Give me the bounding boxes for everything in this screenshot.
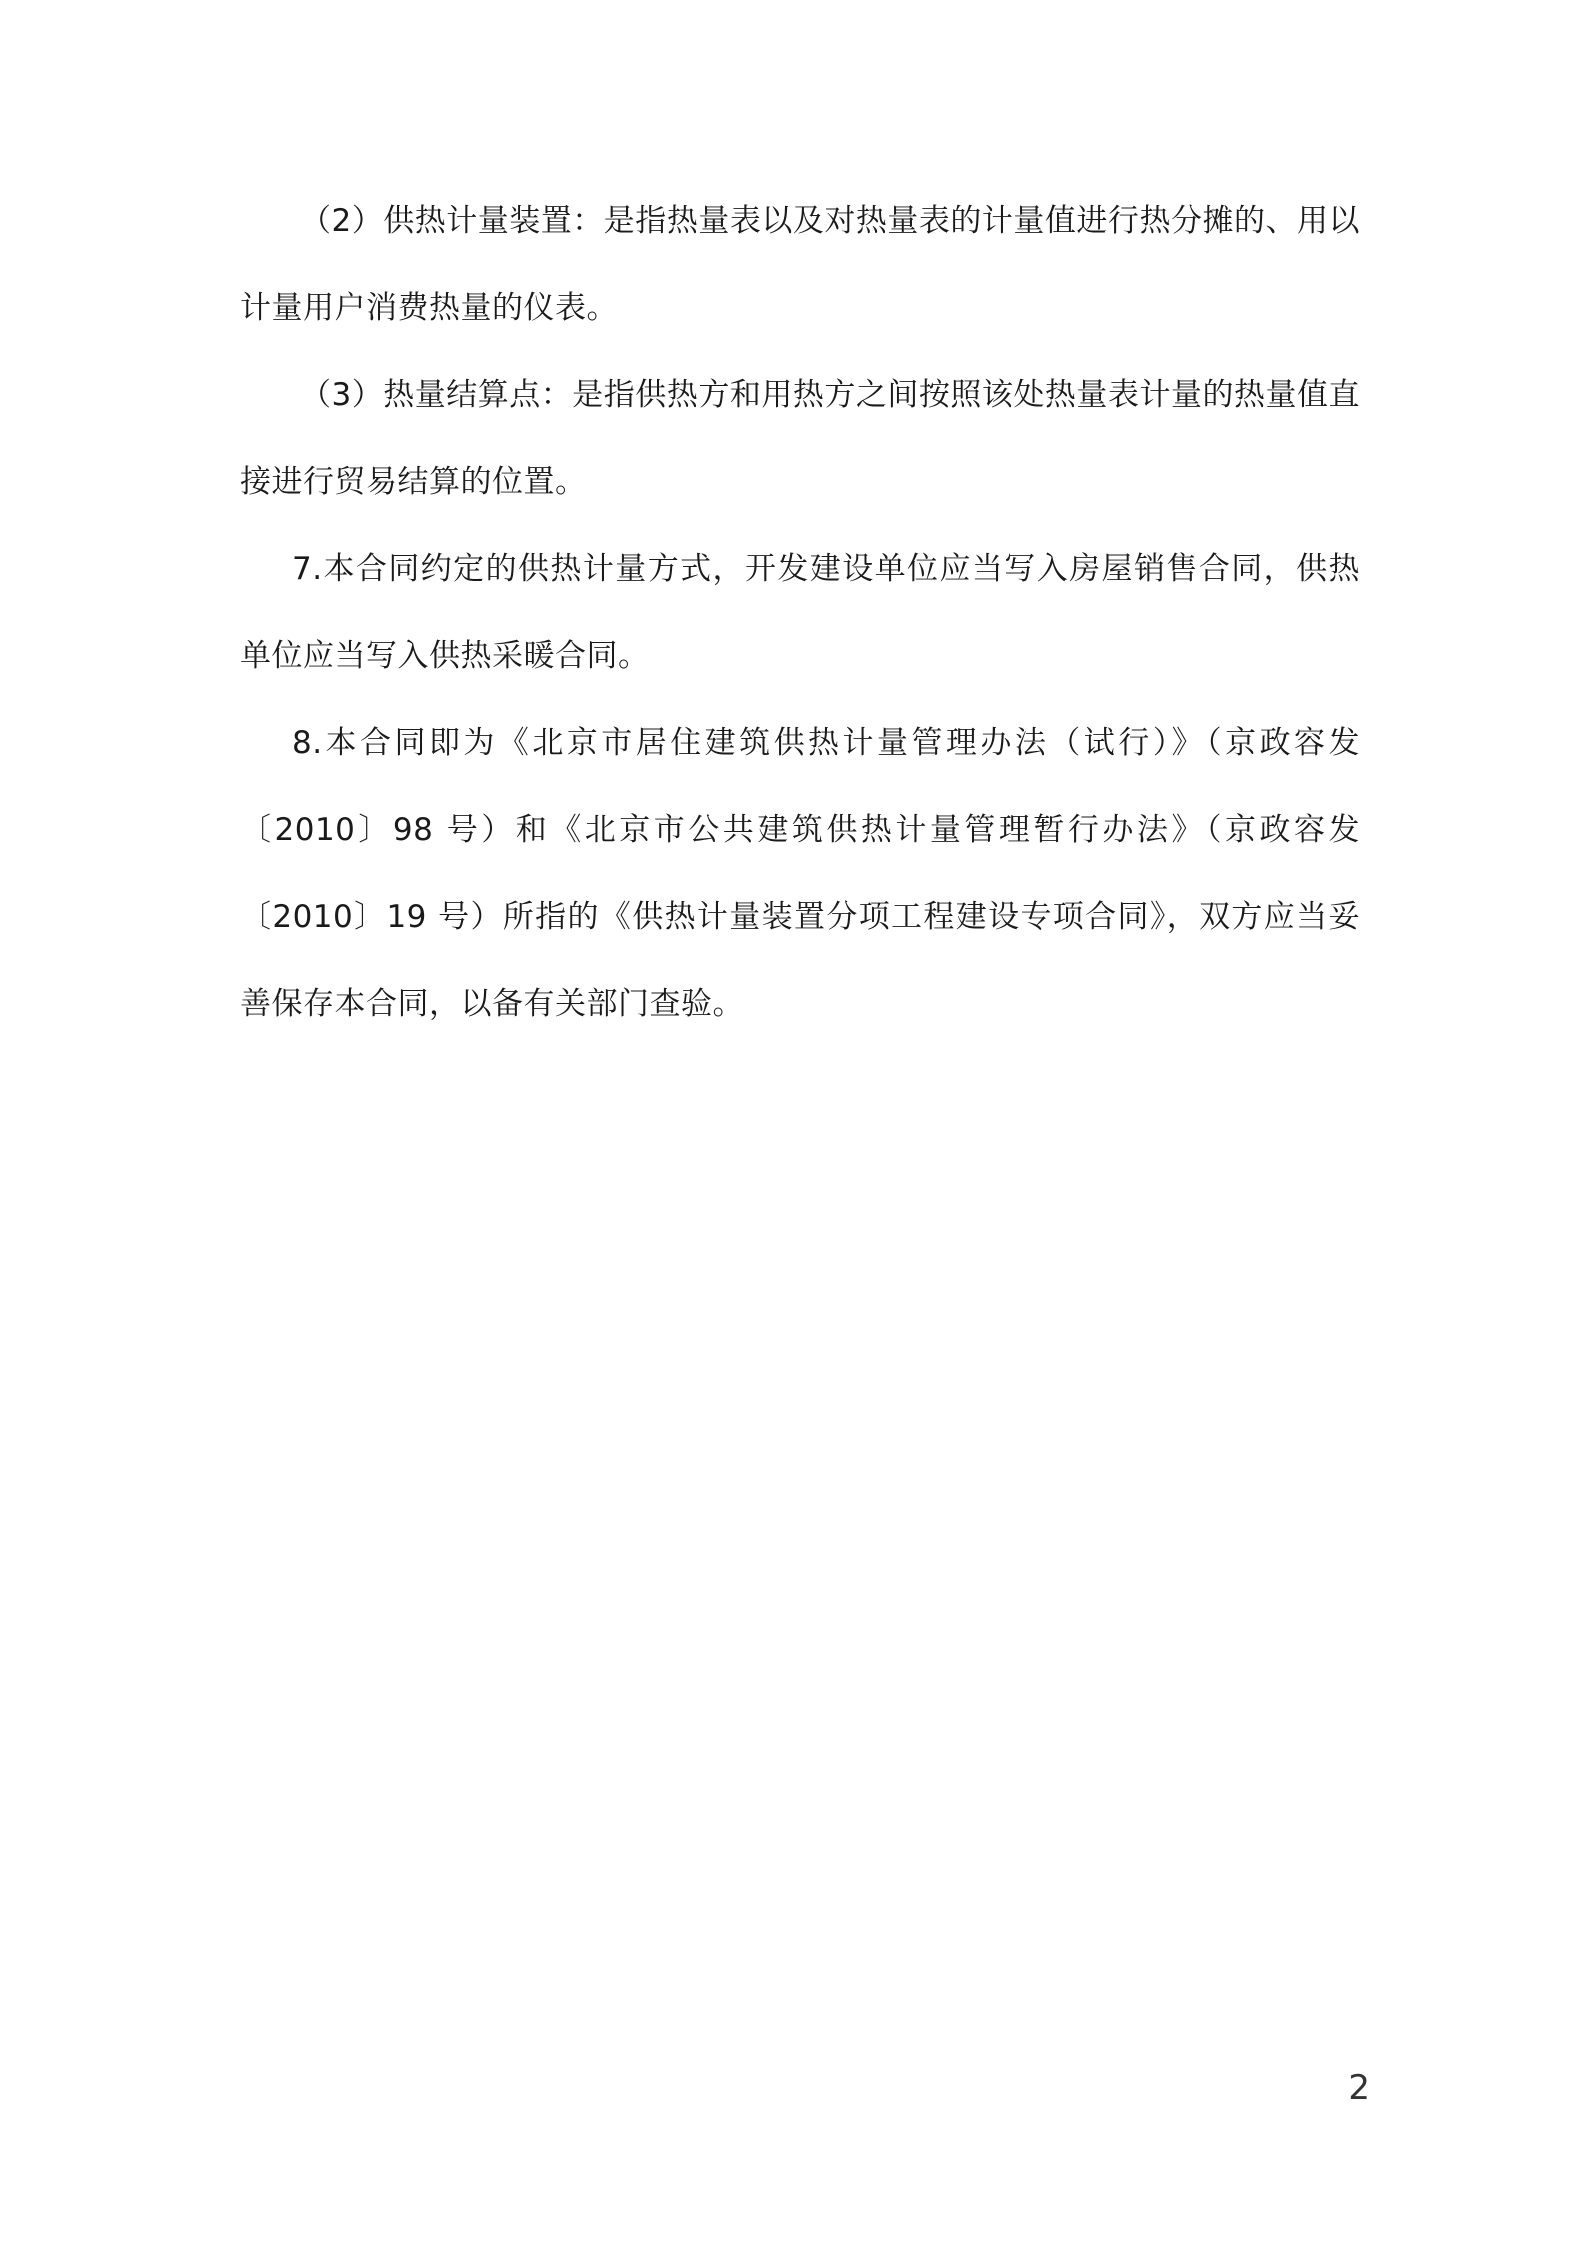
- document-body: [240, 178, 1360, 1048]
- paragraph-heat-settlement-point: （3）热量结算点：是指供热方和用热方之间按照该处热量表计量的热量值直接进行贸易结算的位置。: [240, 377, 1360, 500]
- page-number: 2: [1348, 2068, 1370, 2108]
- paragraph-clause-7: 7.本合同约定的供热计量方式，开发建设单位应当写入房屋销售合同，供热单位应当写入供热采暖合同。: [240, 551, 1360, 674]
- paragraph-clause-8: 8.本合同即为《北京市居住建筑供热计量管理办法（试行）》（京政容发〔2010〕98 号）和《北京市公共建筑供热计量管理暂行办法》（京政容发〔2010〕19 号）所指的《供热计量装置分项工程建设专项合同》，双方应当妥善保存本合同，以备有关部门查验。: [240, 725, 1360, 1022]
- paragraph-heat-metering-device: （2）供热计量装置：是指热量表以及对热量表的计量值进行热分摊的、用以计量用户消费热量的仪表。: [240, 203, 1360, 326]
